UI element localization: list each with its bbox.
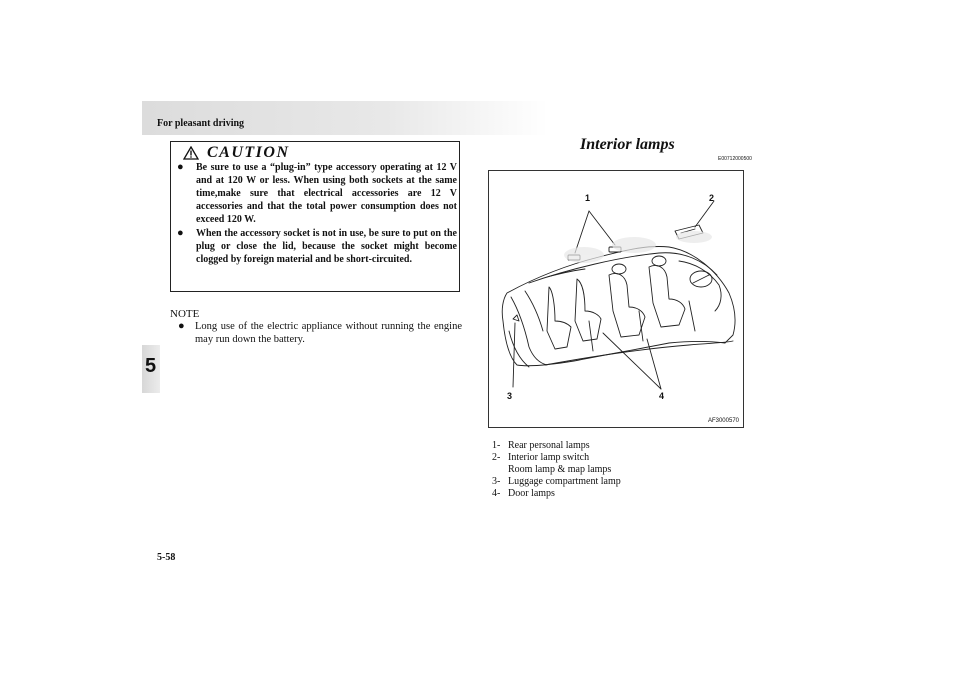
legend-number: 4- — [492, 488, 501, 499]
caution-item — [177, 161, 457, 226]
section-title: Interior lamps — [580, 136, 675, 153]
legend-text: Door lamps — [508, 488, 555, 499]
legend-text: Luggage compartment lamp — [508, 476, 621, 487]
caution-item-text: When the accessory socket is not in use, be sure to put on the plug or close the lid, because the socket might become clogged by foreign material and be short-circuited. — [196, 228, 457, 265]
legend-item — [492, 452, 621, 464]
caution-item-text: Be sure to use a “plug-in” type accessory operating at 12 V and at 120 W or less. When using both sockets at the same time,make sure that electrical accessories are 12 V accessories and that the total power consumption does not exceed 120 W. — [196, 162, 457, 225]
legend-number: 2- — [492, 452, 501, 463]
figure-code: AF3000570 — [707, 418, 739, 424]
legend-text: Rear personal lamps — [508, 440, 590, 451]
bullet-icon: ● — [177, 161, 184, 173]
caution-label: CAUTION — [207, 144, 290, 161]
callout-4: 4 — [659, 391, 665, 401]
legend-item — [492, 488, 621, 500]
warning-triangle-icon — [183, 146, 199, 160]
section-code: E00712000500 — [718, 156, 752, 162]
note-title: NOTE — [170, 308, 200, 320]
legend-subitem: Room lamp & map lamps — [508, 464, 612, 475]
page-number: 5-58 — [157, 552, 176, 563]
legend-number: 3- — [492, 476, 501, 487]
bullet-icon: ● — [178, 320, 185, 332]
legend-number: 1- — [492, 440, 501, 451]
callout-3: 3 — [507, 391, 513, 401]
legend-text: Interior lamp switch — [508, 452, 590, 463]
note-item — [178, 320, 462, 346]
chapter-number: 5 — [145, 355, 157, 377]
legend-item — [492, 440, 621, 452]
callout-2: 2 — [709, 193, 715, 203]
figure-legend — [492, 440, 621, 500]
legend-item — [492, 476, 621, 488]
caution-item — [177, 227, 457, 266]
chapter-tab — [142, 345, 160, 393]
interior-lamps-figure — [488, 170, 744, 428]
bullet-icon: ● — [177, 227, 184, 239]
caution-list — [177, 161, 457, 267]
header-title: For pleasant driving — [157, 118, 245, 129]
callout-1: 1 — [585, 193, 591, 203]
car-interior-illustration — [489, 171, 745, 429]
note-item-text: Long use of the electric appliance without running the engine may run down the battery. — [195, 321, 462, 345]
caution-box — [170, 141, 460, 292]
